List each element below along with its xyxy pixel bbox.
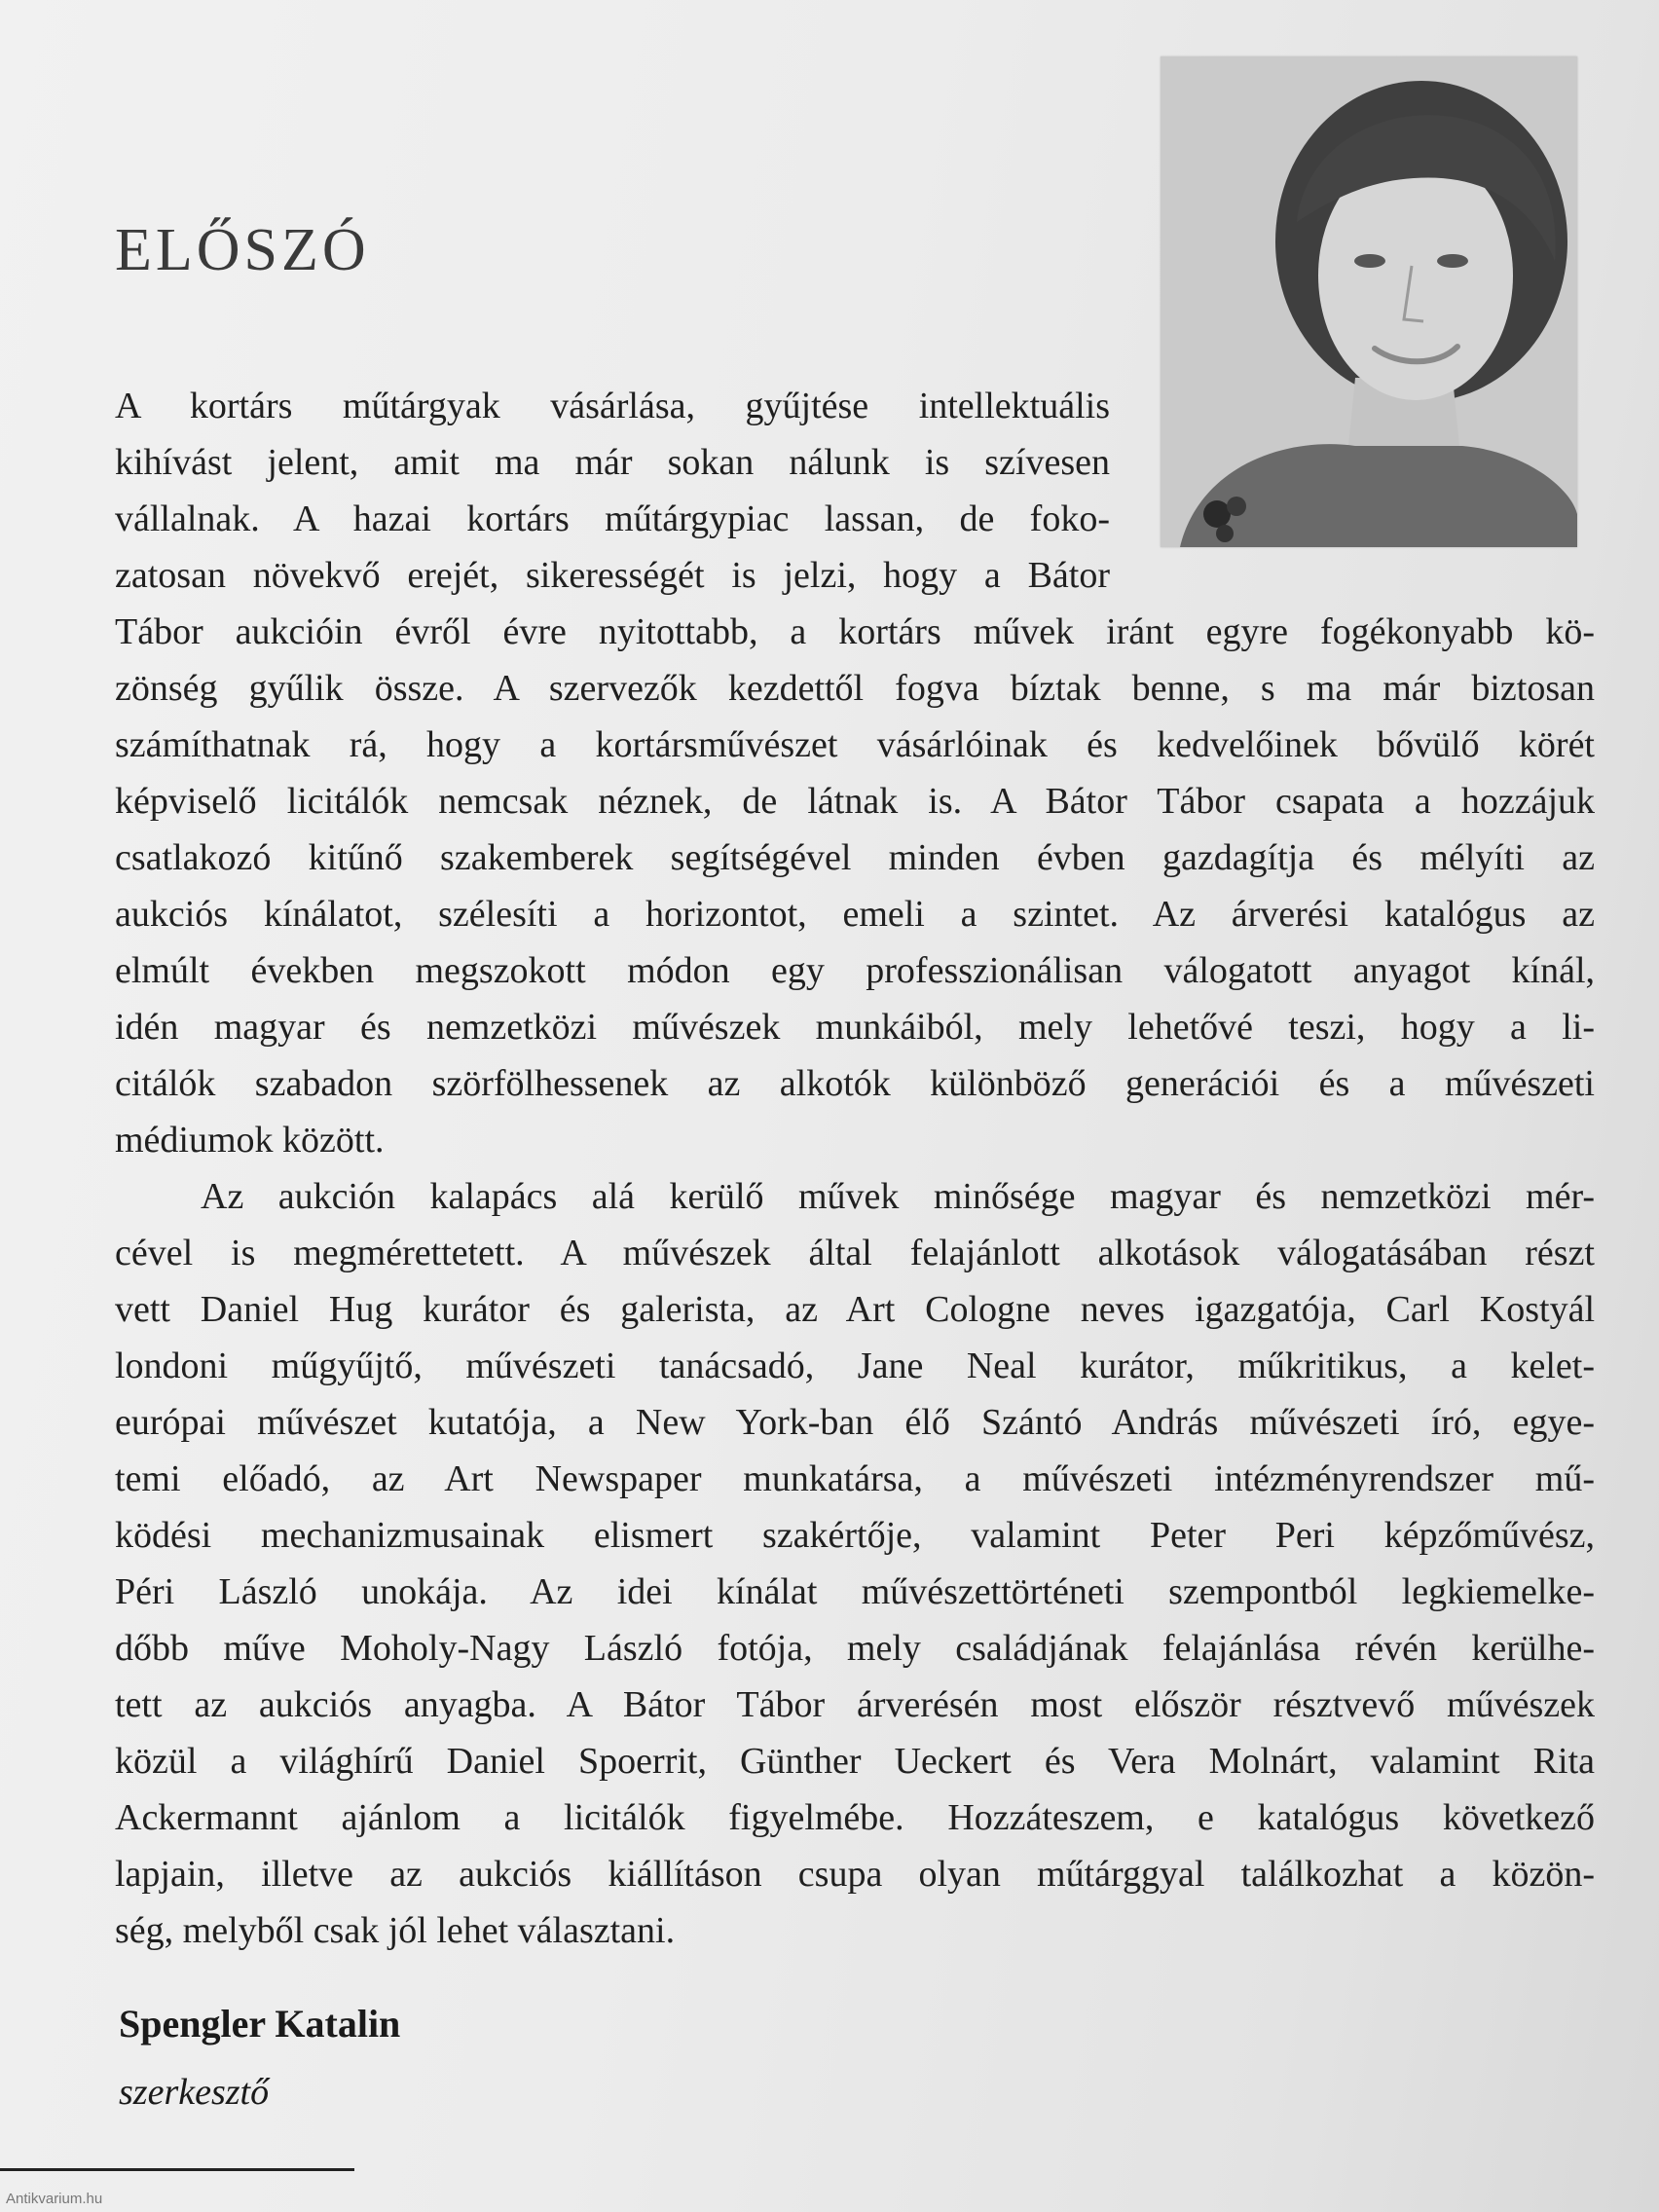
- text-line: Péri László unokája. Az idei kínálat művészettörténeti szempontból legkiemelke-: [115, 1571, 1595, 1612]
- signature-name: Spengler Katalin: [119, 2002, 401, 2046]
- text-line: számíthatnak rá, hogy a kortársművészet vásárlóinak és kedvelőinek bővülő körét: [115, 724, 1595, 765]
- paragraph-2: [115, 1168, 1595, 1959]
- text-line: lapjain, illetve az aukciós kiállításon csupa olyan műtárggyal találkozhat a közön-: [115, 1854, 1595, 1895]
- text-line: elmúlt években megszokott módon egy professzionálisan válogatott anyagot kínál,: [115, 950, 1595, 991]
- text-line: Ackermannt ajánlom a licitálók figyelmébe. Hozzáteszem, e katalógus következő: [115, 1797, 1595, 1838]
- text-line: temi előadó, az Art Newspaper munkatársa, a művészeti intézményrendszer mű-: [115, 1458, 1595, 1499]
- text-line: ködési mechanizmusainak elismert szakértője, valamint Peter Peri képzőművész,: [115, 1515, 1595, 1556]
- watermark: Antikvarium.hu: [6, 2191, 103, 2207]
- text-line: londoni műgyűjtő, művészeti tanácsadó, Jane Neal kurátor, műkritikus, a kelet-: [115, 1346, 1595, 1386]
- text-line: Az aukción kalapács alá kerülő művek minősége magyar és nemzetközi mér-: [201, 1176, 1595, 1217]
- text-line: közül a világhírű Daniel Spoerrit, Günther Ueckert és Vera Molnárt, valamint Rita: [115, 1741, 1595, 1782]
- text-line: aukciós kínálatot, szélesíti a horizontot, emeli a szintet. Az árverési katalógus az: [115, 894, 1595, 935]
- text-line: vállalnak. A hazai kortárs műtárgypiac lassan, de foko-: [115, 498, 1110, 539]
- text-line: zatosan növekvő erejét, sikerességét is jelzi, hogy a Bátor: [115, 555, 1110, 596]
- text-line: tett az aukciós anyagba. A Bátor Tábor árverésén most először résztvevő művészek: [115, 1684, 1595, 1725]
- paragraph-1: [115, 378, 1595, 1168]
- text-line: képviselő licitálók nemcsak néznek, de látnak is. A Bátor Tábor csapata a hozzájuk: [115, 781, 1595, 822]
- footer-rule: [0, 2168, 354, 2171]
- text-line: médiumok között.: [115, 1120, 385, 1161]
- text-line: zönség gyűlik össze. A szervezők kezdettől fogva bíztak benne, s ma már biztosan: [115, 668, 1595, 709]
- page-title: ELŐSZÓ: [115, 217, 370, 283]
- text-line: cével is megmérettetett. A művészek által felajánlott alkotások válogatásában részt: [115, 1233, 1595, 1273]
- foreword-text: [115, 378, 1595, 1959]
- signature-role: szerkesztő: [119, 2072, 270, 2113]
- text-line: citálók szabadon szörfölhessenek az alkotók különböző generációi és a művészeti: [115, 1063, 1595, 1104]
- text-line: dőbb műve Moholy-Nagy László fotója, mely családjának felajánlása révén kerülhe-: [115, 1628, 1595, 1669]
- text-line: Tábor aukcióin évről évre nyitottabb, a kortárs művek iránt egyre fogékonyabb kö-: [115, 611, 1595, 652]
- text-line: kihívást jelent, amit ma már sokan nálunk is szívesen: [115, 442, 1110, 483]
- text-line: ség, melyből csak jól lehet választani.: [115, 1910, 676, 1951]
- text-line: A kortárs műtárgyak vásárlása, gyűjtése intellektuális: [115, 386, 1110, 426]
- text-line: vett Daniel Hug kurátor és galerista, az Art Cologne neves igazgatója, Carl Kostyál: [115, 1289, 1595, 1330]
- text-line: idén magyar és nemzetközi művészek munkáiból, mely lehetővé teszi, hogy a li-: [115, 1007, 1595, 1048]
- text-line: európai művészet kutatója, a New York-ban élő Szántó András művészeti író, egye-: [115, 1402, 1595, 1443]
- text-line: csatlakozó kitűnő szakemberek segítségével minden évben gazdagítja és mélyíti az: [115, 837, 1595, 878]
